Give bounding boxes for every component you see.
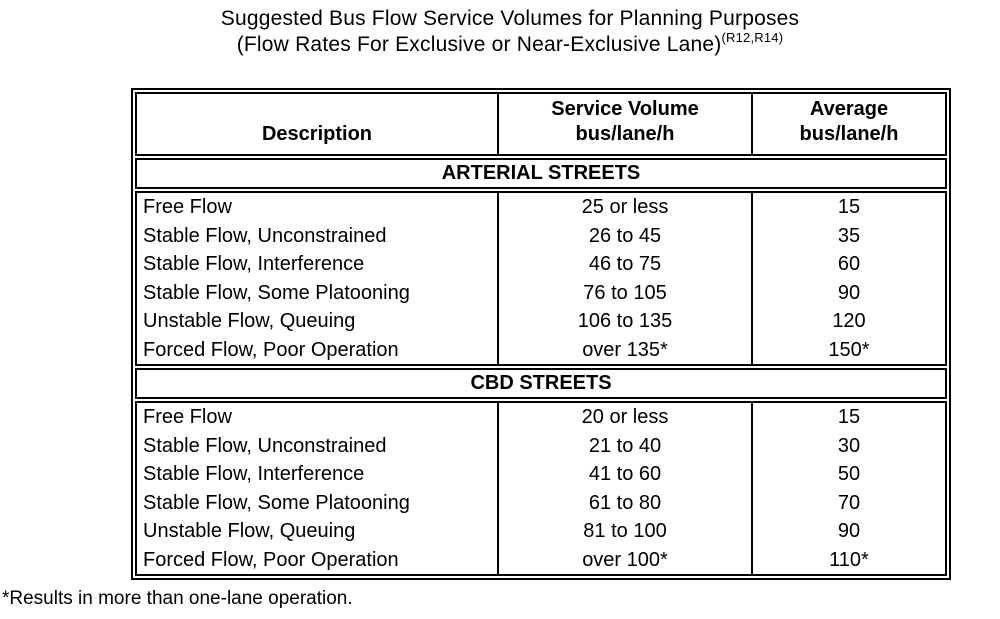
title-line2-main: (Flow Rates For Exclusive or Near-Exclusive Lane)	[236, 33, 722, 56]
column-header-average-line1: Average	[809, 98, 889, 120]
document-title	[0, 6, 1000, 58]
average-cell: 70	[751, 489, 945, 518]
description-cell: Stable Flow, Interference	[143, 463, 365, 485]
service-volume-cell: 26 to 45	[497, 222, 751, 251]
average-cell: 15	[751, 193, 945, 222]
description-cell: Free Flow	[143, 406, 232, 428]
description-cell: Stable Flow, Unconstrained	[143, 434, 387, 457]
section-header-cbd-streets: CBD STREETS	[135, 368, 947, 399]
service-volume-cell: 20 or less	[497, 403, 751, 432]
description-cell: Stable Flow, Some Platooning	[143, 281, 410, 304]
description-cell: Unstable Flow, Queuing	[143, 520, 356, 542]
table-row	[137, 193, 945, 222]
column-header-average-line2: bus/lane/h	[799, 123, 899, 145]
title-line2	[20, 32, 1000, 58]
service-volume-cell: 106 to 135	[497, 307, 751, 336]
service-volume-table	[131, 88, 951, 580]
average-cell: 60	[751, 250, 945, 279]
column-header-service-volume	[497, 94, 751, 154]
table-row	[137, 489, 945, 518]
section-header-arterial-streets: ARTERIAL STREETS	[135, 158, 947, 189]
average-cell: 50	[751, 460, 945, 489]
service-volume-cell: 21 to 40	[497, 432, 751, 461]
average-cell: 150*	[751, 336, 945, 365]
title-line1: Suggested Bus Flow Service Volumes for Planning Purposes	[220, 7, 800, 30]
table-row	[137, 546, 945, 575]
service-volume-cell: 46 to 75	[497, 250, 751, 279]
service-volume-cell: 25 or less	[497, 193, 751, 222]
description-cell: Unstable Flow, Queuing	[143, 310, 356, 332]
service-volume-cell: 81 to 100	[497, 517, 751, 546]
column-header-description	[137, 94, 497, 154]
average-cell: 15	[751, 403, 945, 432]
description-cell: Stable Flow, Some Platooning	[143, 491, 410, 514]
column-header-service-volume-line1: Service Volume	[551, 98, 699, 120]
table-row	[137, 307, 945, 336]
description-cell: Forced Flow, Poor Operation	[143, 338, 399, 361]
section-body-cbd-streets	[135, 401, 947, 576]
table-row	[137, 222, 945, 251]
table-row	[137, 460, 945, 489]
table-row	[137, 279, 945, 308]
table-row	[137, 403, 945, 432]
average-cell: 35	[751, 222, 945, 251]
service-volume-cell: 61 to 80	[497, 489, 751, 518]
service-volume-cell: over 135*	[497, 336, 751, 365]
description-cell: Free Flow	[143, 196, 232, 218]
footnote: *Results in more than one-lane operation.	[2, 588, 353, 609]
average-cell: 120	[751, 307, 945, 336]
service-volume-cell: 76 to 105	[497, 279, 751, 308]
table-row	[137, 250, 945, 279]
average-cell: 110*	[751, 546, 945, 575]
description-cell: Stable Flow, Interference	[143, 253, 365, 275]
table-row	[137, 432, 945, 461]
section-body-arterial-streets	[135, 191, 947, 366]
description-cell: Forced Flow, Poor Operation	[143, 548, 399, 571]
service-volume-cell: 41 to 60	[497, 460, 751, 489]
column-header-description-label: Description	[261, 123, 373, 145]
description-cell: Stable Flow, Unconstrained	[143, 224, 387, 247]
average-cell: 90	[751, 279, 945, 308]
average-cell: 30	[751, 432, 945, 461]
table-row	[137, 336, 945, 365]
column-header-service-volume-line2: bus/lane/h	[575, 123, 675, 145]
service-volume-cell: over 100*	[497, 546, 751, 575]
column-header-average	[751, 94, 945, 154]
title-reference-superscript: (R12,R14)	[721, 30, 784, 45]
average-cell: 90	[751, 517, 945, 546]
table-row	[137, 517, 945, 546]
table-header-row	[135, 92, 947, 156]
